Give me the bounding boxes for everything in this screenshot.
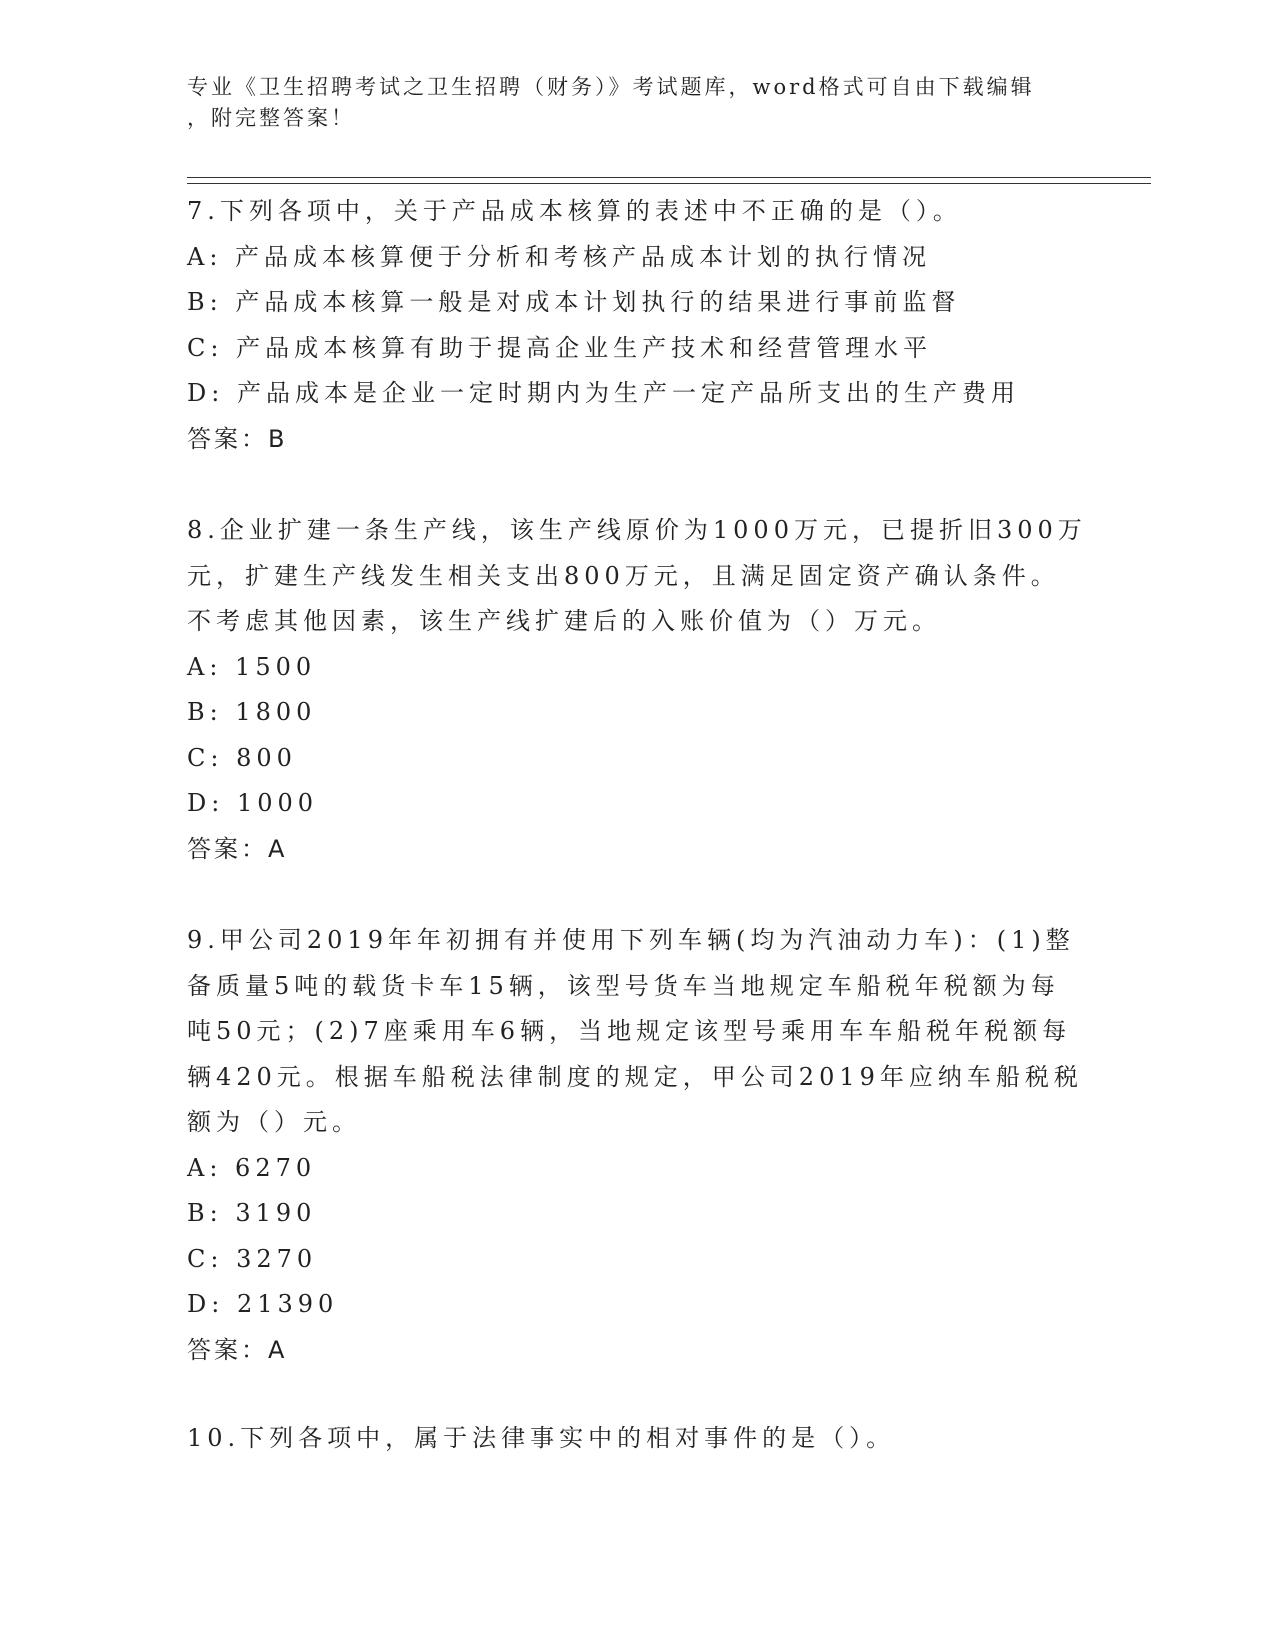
option-c: C: 3270: [187, 1244, 318, 1273]
stem-line: 元，扩建生产线发生相关支出800万元，且满足固定资产确认条件。: [187, 561, 1060, 590]
option-c: C: 产品成本核算有助于提高企业生产技术和经营管理水平: [187, 333, 933, 362]
stem-line: 10.下列各项中，属于法律事实中的相对事件的是（）。: [187, 1424, 896, 1452]
header-line: ，附完整答案！: [187, 106, 355, 130]
header-divider: [187, 177, 1151, 178]
question-9: [187, 918, 1087, 1373]
question-stem: [187, 508, 1087, 645]
stem-line: 额为（）元。: [187, 1108, 361, 1136]
stem-line: 备质量5吨的载货卡车15辆，该型号货车当地规定车船税年税额为每: [187, 971, 1060, 1000]
option-b: B: 产品成本核算一般是对成本计划执行的结果进行事前监督: [187, 288, 961, 316]
answer: 答案：A: [187, 1335, 288, 1364]
stem-line: 不考虑其他因素，该生产线扩建后的入账价值为（）万元。: [187, 607, 941, 635]
option-d: D: 1000: [187, 789, 319, 817]
option-a: A: 产品成本核算便于分析和考核产品成本计划的执行情况: [187, 242, 932, 271]
document-header: [187, 72, 1067, 134]
option-a: A: 1500: [187, 652, 317, 681]
stem-line: 8.企业扩建一条生产线，该生产线原价为1000万元，已提折旧300万: [187, 516, 1087, 544]
option-d: D: 21390: [187, 1290, 339, 1318]
question-7: [187, 189, 1087, 462]
question-stem: [187, 189, 1087, 235]
option-c: C: 800: [187, 743, 297, 772]
stem-line: 吨50元；(2)7座乘用车6辆，当地规定该型号乘用车车船税年税额每: [187, 1017, 1072, 1045]
option-b: B: 1800: [187, 698, 317, 726]
answer: 答案：A: [187, 834, 288, 863]
stem-line: 7.下列各项中，关于产品成本核算的表述中不正确的是（）。: [187, 197, 962, 225]
question-8: [187, 508, 1087, 872]
answer: 答案：B: [187, 424, 288, 453]
question-10: [187, 1416, 1087, 1462]
question-stem: [187, 1416, 1087, 1462]
question-stem: [187, 918, 1087, 1146]
stem-line: 辆420元。根据车船税法律制度的规定，甲公司2019年应纳车船税税: [187, 1062, 1083, 1091]
option-d: D: 产品成本是企业一定时期内为生产一定产品所支出的生产费用: [187, 379, 1020, 407]
header-divider: [187, 183, 1151, 184]
stem-line: 9.甲公司2019年年初拥有并使用下列车辆(均为汽油动力车)：(1)整: [187, 926, 1075, 954]
option-a: A: 6270: [187, 1153, 317, 1182]
option-b: B: 3190: [187, 1199, 317, 1227]
header-line: 专业《卫生招聘考试之卫生招聘（财务）》考试题库，word格式可自由下载编辑: [187, 75, 1035, 99]
